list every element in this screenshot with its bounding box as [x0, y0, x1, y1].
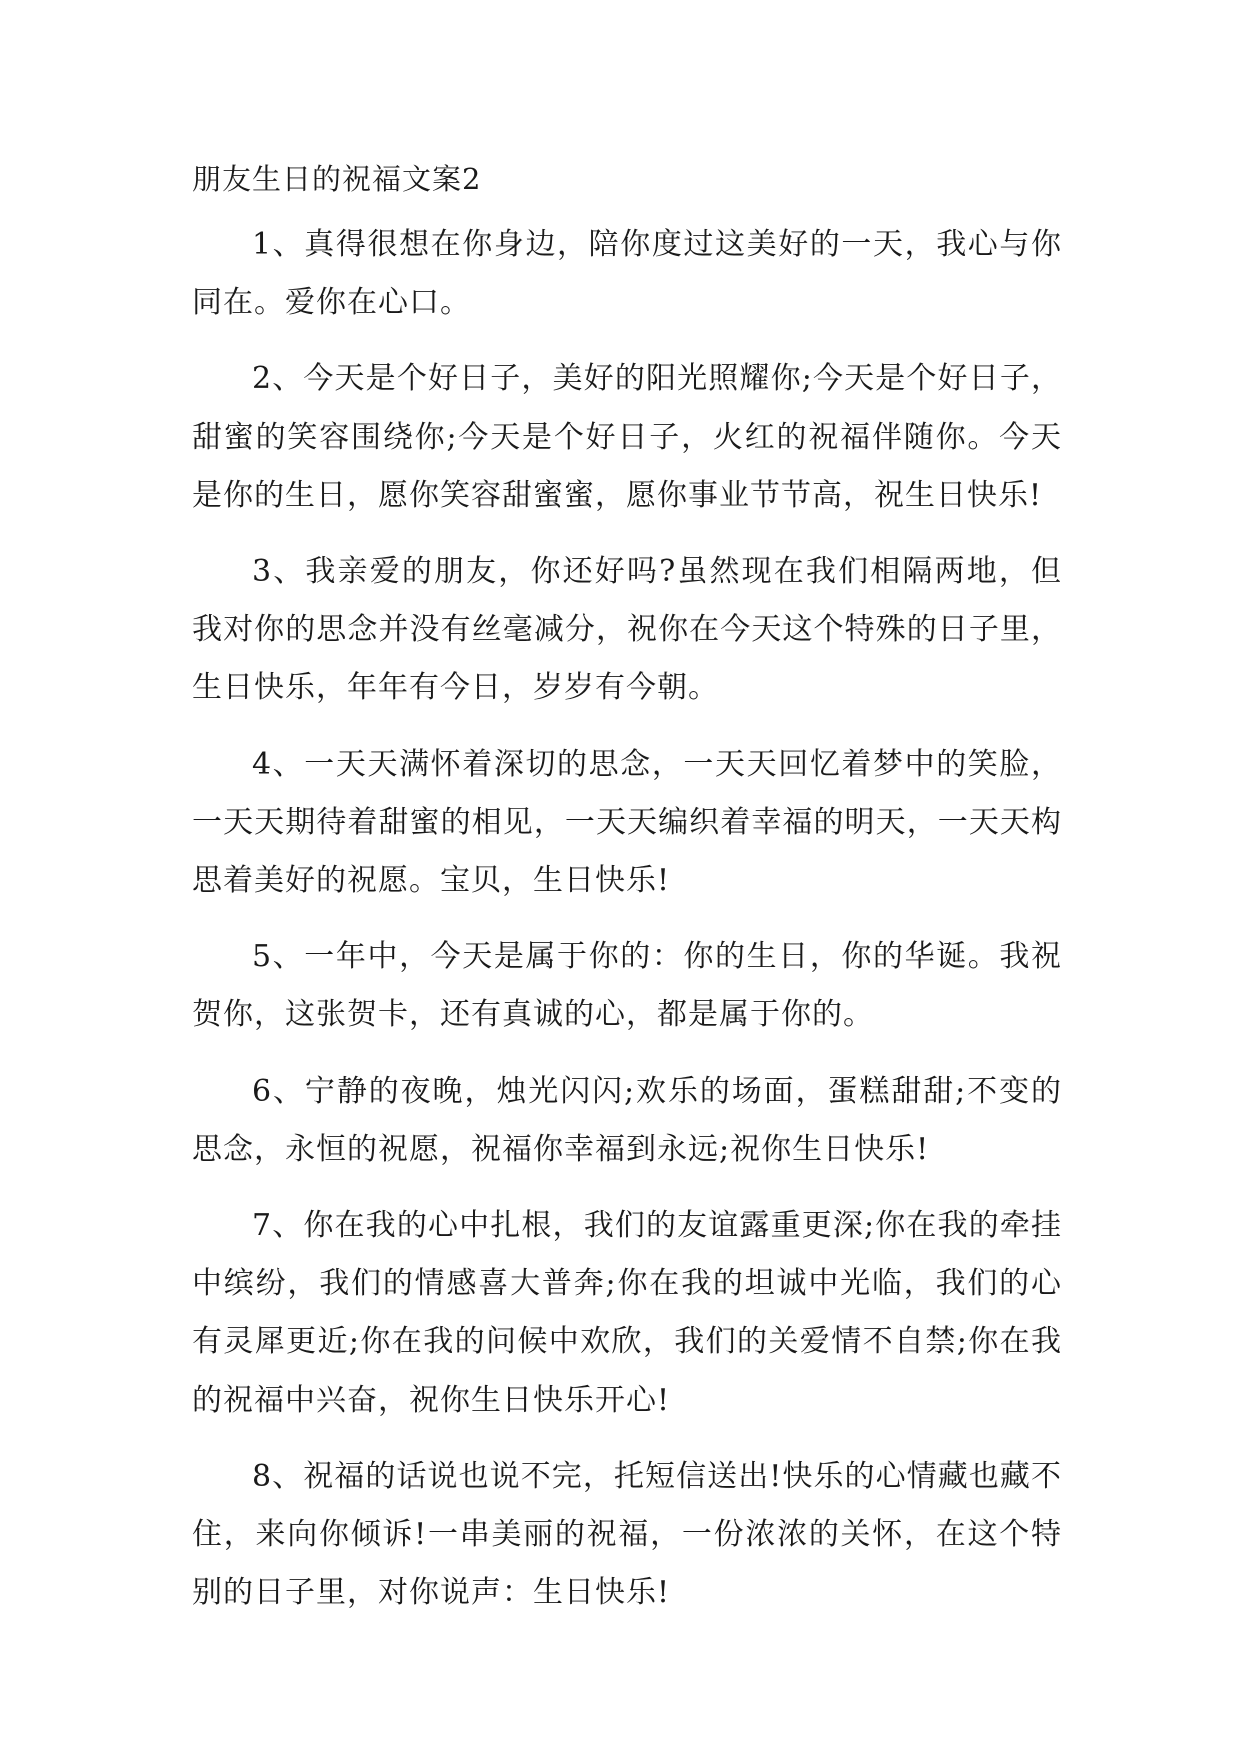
document-body: [192, 160, 1062, 1622]
wish-paragraph-6: 6、宁静的夜晚，烛光闪闪;欢乐的场面，蛋糕甜甜;不变的思念，永恒的祝愿，祝福你幸福到永远;祝你生日快乐!: [192, 1073, 1062, 1167]
wish-paragraph-8: 8、祝福的话说也说不完，托短信送出!快乐的心情藏也藏不住，来向你倾诉!一串美丽的祝福，一份浓浓的关怀，在这个特别的日子里，对你说声：生日快乐!: [192, 1458, 1062, 1611]
wish-paragraph-1: 1、真得很想在你身边，陪你度过这美好的一天，我心与你同在。爱你在心口。: [192, 227, 1062, 321]
wish-paragraph-2: 2、今天是个好日子，美好的阳光照耀你;今天是个好日子，甜蜜的笑容围绕你;今天是个好日子，火红的祝福伴随你。今天是你的生日，愿你笑容甜蜜蜜，愿你事业节节高，祝生日快乐!: [192, 361, 1062, 513]
wish-paragraph-7: 7、你在我的心中扎根，我们的友谊露重更深;你在我的牵挂中缤纷，我们的情感喜大普奔;你在我的坦诚中光临，我们的心有灵犀更近;你在我的问候中欢欣，我们的关爱情不自禁;你在我的祝福中兴奋，祝你生日快乐开心!: [192, 1208, 1062, 1418]
wish-paragraph-4: 4、一天天满怀着深切的思念，一天天回忆着梦中的笑脸，一天天期待着甜蜜的相见，一天天编织着幸福的明天，一天天构思着美好的祝愿。宝贝，生日快乐!: [192, 746, 1062, 899]
wish-paragraph-5: 5、一年中，今天是属于你的：你的生日，你的华诞。我祝贺你，这张贺卡，还有真诚的心，都是属于你的。: [192, 939, 1062, 1033]
document-title: 朋友生日的祝福文案2: [192, 162, 482, 196]
wish-paragraph-3: 3、我亲爱的朋友，你还好吗?虽然现在我们相隔两地，但我对你的思念并没有丝毫减分，祝你在今天这个特殊的日子里，生日快乐，年年有今日，岁岁有今朝。: [192, 554, 1062, 706]
